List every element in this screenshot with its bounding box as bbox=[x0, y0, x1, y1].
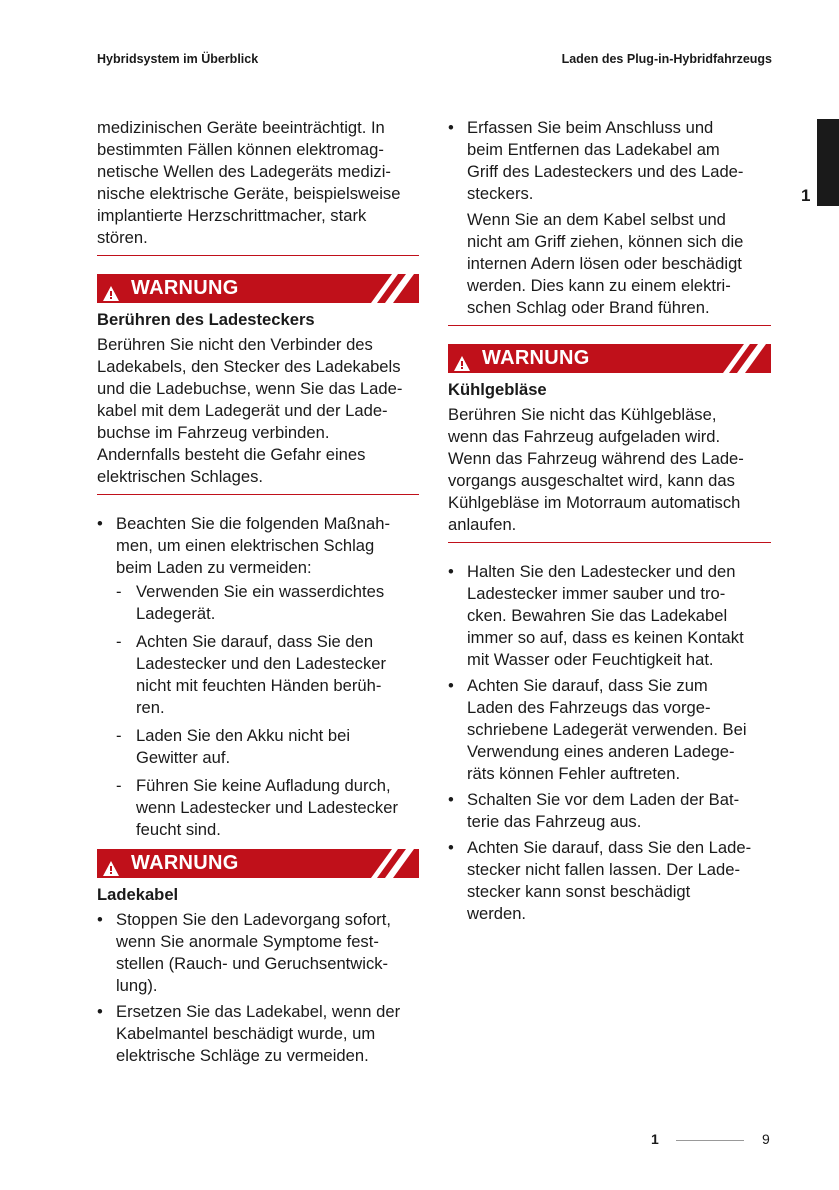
sub-list-item bbox=[97, 775, 419, 841]
text-line: nicht mit feuchten Händen berüh- bbox=[136, 676, 382, 695]
text-line: Wenn das Fahrzeug während des Lade- bbox=[448, 449, 744, 468]
text-line: elektrischen Schlages. bbox=[97, 467, 264, 486]
dash-icon: - bbox=[116, 582, 122, 601]
text-line: Führen Sie keine Aufladung durch, bbox=[136, 776, 391, 795]
sub-list-item bbox=[97, 631, 419, 719]
text-line: Ladegerät. bbox=[136, 604, 216, 623]
text-line: anlaufen. bbox=[448, 515, 517, 534]
text-line: stören. bbox=[97, 228, 148, 247]
text-line: schen Schlag oder Brand führen. bbox=[467, 298, 710, 317]
bullet-icon: • bbox=[448, 118, 454, 137]
text-line: Griff des Ladesteckers und des Lade- bbox=[467, 162, 744, 181]
text-line: feucht sind. bbox=[136, 820, 221, 839]
text-line: Berühren Sie nicht das Kühlgebläse, bbox=[448, 405, 717, 424]
bullet-icon: • bbox=[448, 838, 454, 857]
right-column bbox=[448, 117, 771, 925]
bullet-item bbox=[97, 513, 419, 579]
text-line: Schalten Sie vor dem Laden der Bat- bbox=[467, 790, 740, 809]
text-line: Verwendung eines anderen Ladege- bbox=[467, 742, 735, 761]
text-line: nische elektrische Geräte, beispielsweise bbox=[97, 184, 401, 203]
text-line: räts können Fehler auftreten. bbox=[467, 764, 681, 783]
text-line: werden. bbox=[467, 904, 527, 923]
text-line: Achten Sie darauf, dass Sie zum bbox=[467, 676, 708, 695]
bullet-item bbox=[448, 675, 771, 785]
section-divider bbox=[97, 255, 419, 256]
running-header-left: Hybridsystem im Überblick bbox=[97, 52, 259, 66]
text-line: terie das Fahrzeug aus. bbox=[467, 812, 642, 831]
text-line: Ladestecker und den Ladestecker bbox=[136, 654, 387, 673]
text-line: steckers. bbox=[467, 184, 534, 203]
bullet-icon: • bbox=[97, 910, 103, 929]
text-line: implantierte Herzschrittmacher, stark bbox=[97, 206, 367, 225]
text-line: werden. Dies kann zu einem elektri- bbox=[467, 276, 731, 295]
text-line: Achten Sie darauf, dass Sie den Lade- bbox=[467, 838, 752, 857]
warning-stripes bbox=[719, 344, 771, 373]
text-line: nicht am Griff ziehen, können sich die bbox=[467, 232, 744, 251]
warning-banner bbox=[448, 344, 771, 373]
warning-label: WARNUNG bbox=[131, 852, 239, 874]
text-line: immer so auf, dass es keinen Kontakt bbox=[467, 628, 744, 647]
text-line: internen Adern lösen oder beschädigt bbox=[467, 254, 742, 273]
dash-icon: - bbox=[116, 776, 122, 795]
sub-list-item bbox=[97, 581, 419, 625]
warning-stripes bbox=[367, 849, 419, 878]
bullet-continuation bbox=[448, 209, 771, 319]
warning-triangle-icon bbox=[103, 281, 119, 296]
footer-chapter: 1 bbox=[651, 1131, 659, 1147]
sub-list-item bbox=[97, 725, 419, 769]
bullet-item bbox=[448, 837, 771, 925]
text-line: Ladestecker immer sauber und tro- bbox=[467, 584, 726, 603]
warning-label: WARNUNG bbox=[131, 277, 239, 299]
text-line: Laden des Fahrzeugs das vorge- bbox=[467, 698, 711, 717]
text-line: netische Wellen des Ladegeräts medizi- bbox=[97, 162, 391, 181]
bullet-item bbox=[97, 1001, 419, 1067]
text-line: Wenn Sie an dem Kabel selbst und bbox=[467, 210, 726, 229]
text-line: stellen (Rauch- und Geruchsentwick- bbox=[116, 954, 389, 973]
bullet-item bbox=[448, 117, 771, 205]
text-line: Laden Sie den Akku nicht bei bbox=[136, 726, 351, 745]
text-line: vorgangs ausgeschaltet wird, kann das bbox=[448, 471, 735, 490]
warning-banner bbox=[97, 274, 419, 303]
warning-label: WARNUNG bbox=[482, 347, 590, 369]
warning-stripes bbox=[367, 274, 419, 303]
text-line: und die Ladebuchse, wenn Sie das Lade- bbox=[97, 379, 403, 398]
dash-icon: - bbox=[116, 632, 122, 651]
bullet-icon: • bbox=[448, 562, 454, 581]
paragraph bbox=[448, 404, 771, 536]
bullet-icon: • bbox=[448, 790, 454, 809]
bullet-icon: • bbox=[97, 514, 103, 533]
warning-heading: Kühlgebläse bbox=[448, 380, 547, 399]
text-line: medizinischen Geräte beeinträchtigt. In bbox=[97, 118, 385, 137]
text-line: kabel mit dem Ladegerät und der Lade- bbox=[97, 401, 388, 420]
text-line: Ladekabels, den Stecker des Ladekabels bbox=[97, 357, 401, 376]
text-line: mit Wasser oder Feuchtigkeit hat. bbox=[467, 650, 714, 669]
text-line: ren. bbox=[136, 698, 165, 717]
running-header-right: Laden des Plug-in-Hybridfahrzeugs bbox=[561, 52, 772, 66]
section-divider bbox=[97, 494, 419, 495]
text-line: Halten Sie den Ladestecker und den bbox=[467, 562, 736, 581]
bullet-item bbox=[97, 909, 419, 997]
bullet-icon: • bbox=[97, 1002, 103, 1021]
text-line: men, um einen elektrischen Schlag bbox=[116, 536, 375, 555]
warning-triangle-icon bbox=[454, 351, 470, 366]
text-line: elektrische Schläge zu vermeiden. bbox=[116, 1046, 369, 1065]
page-number: 9 bbox=[762, 1131, 770, 1147]
text-line: beim Laden zu vermeiden: bbox=[116, 558, 312, 577]
text-line: Beachten Sie die folgenden Maßnah- bbox=[116, 514, 390, 533]
paragraph bbox=[97, 334, 419, 488]
chapter-tab bbox=[817, 119, 839, 206]
text-line: schriebene Ladegerät verwenden. Bei bbox=[467, 720, 747, 739]
left-column bbox=[97, 117, 419, 1067]
text-line: wenn Ladestecker und Ladestecker bbox=[136, 798, 398, 817]
text-line: Gewitter auf. bbox=[136, 748, 231, 767]
text-line: Erfassen Sie beim Anschluss und bbox=[467, 118, 714, 137]
text-line: Kabelmantel beschädigt wurde, um bbox=[116, 1024, 376, 1043]
text-line: Verwenden Sie ein wasserdichtes bbox=[136, 582, 385, 601]
bullet-icon: • bbox=[448, 676, 454, 695]
text-line: Kühlgebläse im Motorraum automatisch bbox=[448, 493, 741, 512]
warning-heading: Ladekabel bbox=[97, 885, 179, 904]
text-line: wenn Sie anormale Symptome fest- bbox=[116, 932, 379, 951]
text-line: Berühren Sie nicht den Verbinder des bbox=[97, 335, 373, 354]
text-line: cken. Bewahren Sie das Ladekabel bbox=[467, 606, 728, 625]
bullet-item bbox=[448, 789, 771, 833]
chapter-tab-number: 1 bbox=[801, 186, 811, 205]
text-line: stecker kann sonst beschädigt bbox=[467, 882, 691, 901]
text-line: beim Entfernen das Ladekabel am bbox=[467, 140, 720, 159]
bullet-item bbox=[448, 561, 771, 671]
text-line: bestimmten Fällen können elektromag- bbox=[97, 140, 384, 159]
text-line: Achten Sie darauf, dass Sie den bbox=[136, 632, 374, 651]
text-line: Stoppen Sie den Ladevorgang sofort, bbox=[116, 910, 391, 929]
warning-banner bbox=[97, 849, 419, 878]
warning-triangle-icon bbox=[103, 856, 119, 871]
section-divider bbox=[448, 542, 771, 543]
text-line: Andernfalls besteht die Gefahr eines bbox=[97, 445, 366, 464]
text-line: buchse im Fahrzeug verbinden. bbox=[97, 423, 330, 442]
paragraph bbox=[97, 117, 419, 249]
warning-heading: Berühren des Ladesteckers bbox=[97, 310, 315, 329]
footer-divider bbox=[676, 1140, 744, 1141]
text-line: Ersetzen Sie das Ladekabel, wenn der bbox=[116, 1002, 401, 1021]
dash-icon: - bbox=[116, 726, 122, 745]
text-line: lung). bbox=[116, 976, 158, 995]
section-divider bbox=[448, 325, 771, 326]
text-line: stecker nicht fallen lassen. Der Lade- bbox=[467, 860, 741, 879]
text-line: wenn das Fahrzeug aufgeladen wird. bbox=[448, 427, 721, 446]
